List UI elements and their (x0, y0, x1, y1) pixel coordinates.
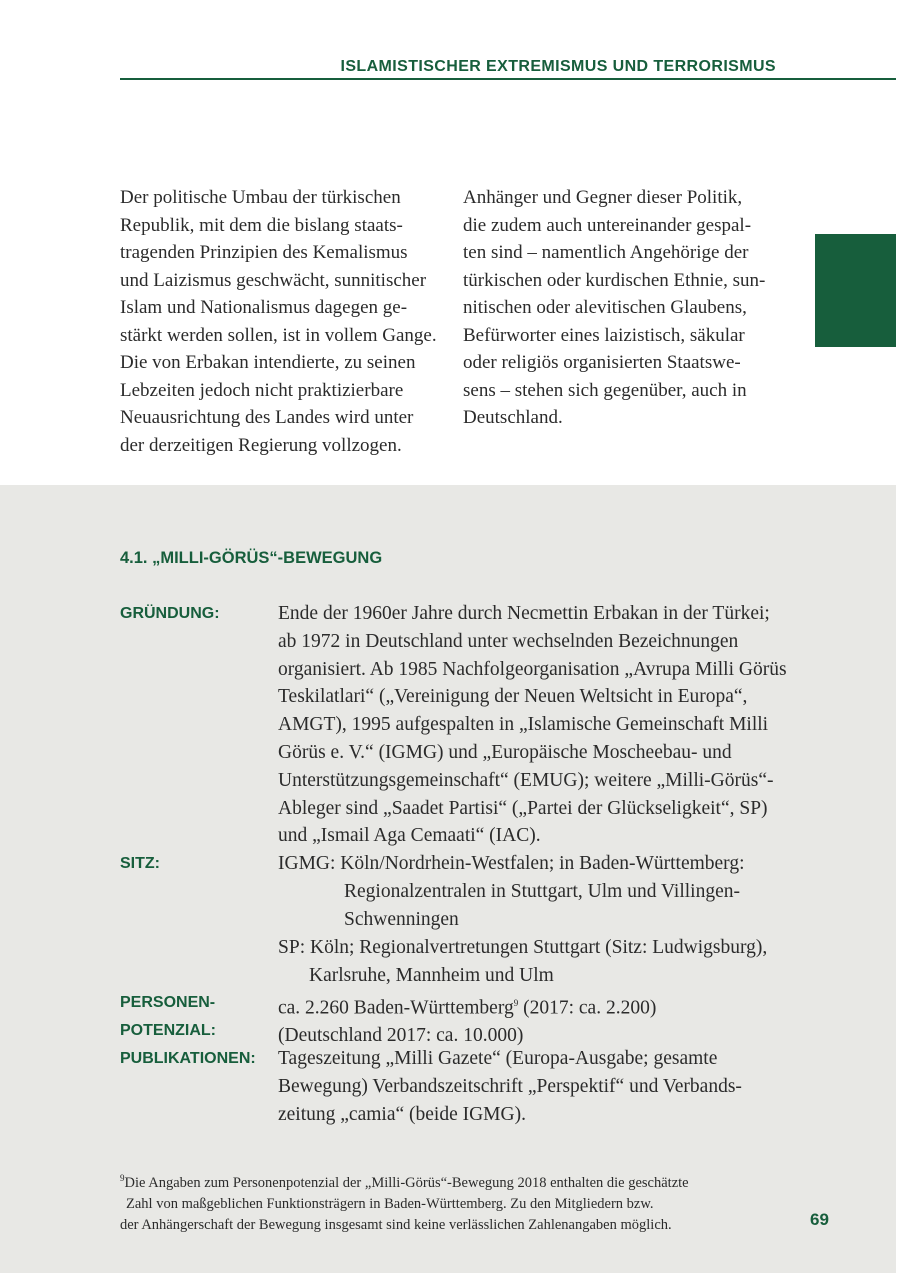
intro-line: der derzeitigen Regierung vollzogen. (120, 434, 402, 456)
intro-line: Anhänger und Gegner dieser Politik, (463, 187, 743, 208)
publikationen-label: PUBLIKATIONEN: (120, 1050, 256, 1067)
sitz-igmg-line: Schwenningen (344, 908, 459, 930)
personenpotenzial-label-line1: PERSONEN- (120, 994, 216, 1011)
footnote-reference[interactable]: 9 (513, 998, 519, 1008)
sitz-igmg-continuation (344, 878, 740, 934)
gruendung-line: organisiert. Ab 1985 Nachfolgeorganisation „Avrupa Milli Görüs (278, 658, 787, 680)
personenpotenzial-label-line2: POTENZIAL: (120, 1022, 216, 1039)
sitz-sp-line: Karlsruhe, Mannheim und Ulm (309, 965, 554, 986)
gruendung-line: AMGT), 1995 aufgespalten in „Islamische Gemeinschaft Milli (278, 714, 769, 736)
personenpotenzial-previous: (2017: ca. 2.200) (518, 997, 657, 1019)
gruendung-line: Görüs e. V.“ (IGMG) und „Europäische Moscheebau- und (278, 741, 732, 763)
sitz-sp (278, 934, 767, 962)
personenpotenzial-line: (Deutschland 2017: ca. 10.000) (278, 1025, 524, 1047)
publikationen-line: Bewegung) Verbandszeitschrift „Perspektif“ und Verbands- (278, 1075, 742, 1097)
gruendung-value (278, 600, 787, 850)
intro-line: oder religiös organisierten Staatswe- (463, 352, 741, 373)
intro-line: stärkt werden sollen, ist in vollem Gange. (120, 324, 437, 346)
section-title: 4.1. „MILLI-GÖRÜS“-BEWEGUNG (120, 549, 383, 567)
gruendung-line: und „Ismail Aga Cemaati“ (IAC). (278, 825, 541, 847)
sitz-label: SITZ: (120, 855, 160, 872)
intro-line: Neuausrichtung des Landes wird unter (120, 407, 414, 428)
publikationen-line: Tageszeitung „Milli Gazete“ (Europa-Ausgabe; gesamte (278, 1048, 718, 1069)
sitz-sp-continuation (309, 962, 554, 990)
footnote-line: Zahl von maßgeblichen Funktionsträgern in Baden-Württemberg. Zu den Mitgliedern bzw. (126, 1195, 654, 1212)
personenpotenzial-value (278, 990, 656, 1050)
intro-line: Der politische Umbau der türkischen (120, 187, 401, 208)
footnote (120, 1168, 689, 1236)
intro-line: nitischen oder alevitischen Glaubens, (463, 297, 747, 318)
header-rule (120, 78, 896, 80)
sitz-igmg-line: Regionalzentralen in Stuttgart, Ulm und Villingen- (344, 881, 740, 902)
gruendung-line: Teskilatlari“ („Vereinigung der Neuen Weltsicht in Europa“, (278, 686, 748, 708)
intro-line: ten sind – namentlich Angehörige der (463, 242, 749, 263)
gruendung-line: Unterstützungsgemeinschaft“ (EMUG); weitere „Milli-Görüs“- (278, 769, 774, 791)
intro-line: tragenden Prinzipien des Kemalismus (120, 242, 408, 263)
gruendung-line: Ende der 1960er Jahre durch Necmettin Erbakan in der Türkei; (278, 603, 770, 624)
publikationen-value (278, 1045, 742, 1128)
intro-line: Befürworter eines laizistisch, säkular (463, 324, 745, 346)
personenpotenzial-count: ca. 2.260 Baden-Württemberg (278, 997, 514, 1019)
intro-line: türkischen oder kurdischen Ethnie, sun- (463, 269, 766, 291)
footnote-text: Die Angaben zum Personenpotenzial der „Milli-Görüs“-Bewegung 2018 enthalten die geschätzte (124, 1174, 689, 1191)
footnote-mark: 9 (120, 1173, 125, 1183)
intro-line: sens – stehen sich gegenüber, auch in (463, 379, 747, 401)
intro-line: und Laizismus geschwächt, sunnitischer (120, 269, 427, 291)
intro-line: Republik, mit dem die bislang staats- (120, 214, 403, 236)
gruendung-line: Ableger sind „Saadet Partisi“ („Partei der Glückseligkeit“, SP) (278, 797, 768, 819)
personenpotenzial-line (278, 990, 656, 1022)
intro-line: die zudem auch untereinander gespal- (463, 214, 752, 236)
sitz-igmg-line: IGMG: Köln/Nordrhein-Westfalen; in Baden-Württemberg: (278, 853, 745, 874)
intro-column-left (120, 184, 437, 459)
intro-line: Lebzeiten jedoch nicht praktizierbare (120, 379, 404, 401)
sitz-igmg (278, 850, 745, 878)
chapter-tab-marker (815, 234, 896, 347)
publikationen-line: zeitung „camia“ (beide IGMG). (278, 1103, 526, 1125)
intro-column-right (463, 184, 777, 432)
intro-line: Islam und Nationalismus dagegen ge- (120, 297, 408, 318)
gruendung-line: ab 1972 in Deutschland unter wechselnden Bezeichnungen (278, 630, 739, 652)
running-header: ISLAMISTISCHER EXTREMISMUS UND TERRORISMUS (340, 58, 776, 75)
intro-line: Deutschland. (463, 407, 563, 428)
sitz-sp-line: SP: Köln; Regionalvertretungen Stuttgart (Sitz: Ludwigsburg), (278, 937, 768, 958)
intro-line: Die von Erbakan intendierte, zu seinen (120, 352, 416, 373)
footnote-line (120, 1168, 689, 1194)
page-number: 69 (810, 1210, 829, 1229)
gruendung-label: GRÜNDUNG: (120, 605, 220, 622)
footnote-line: der Anhängerschaft der Bewegung insgesamt sind keine verlässlichen Zahlenangaben möglich. (120, 1216, 672, 1233)
